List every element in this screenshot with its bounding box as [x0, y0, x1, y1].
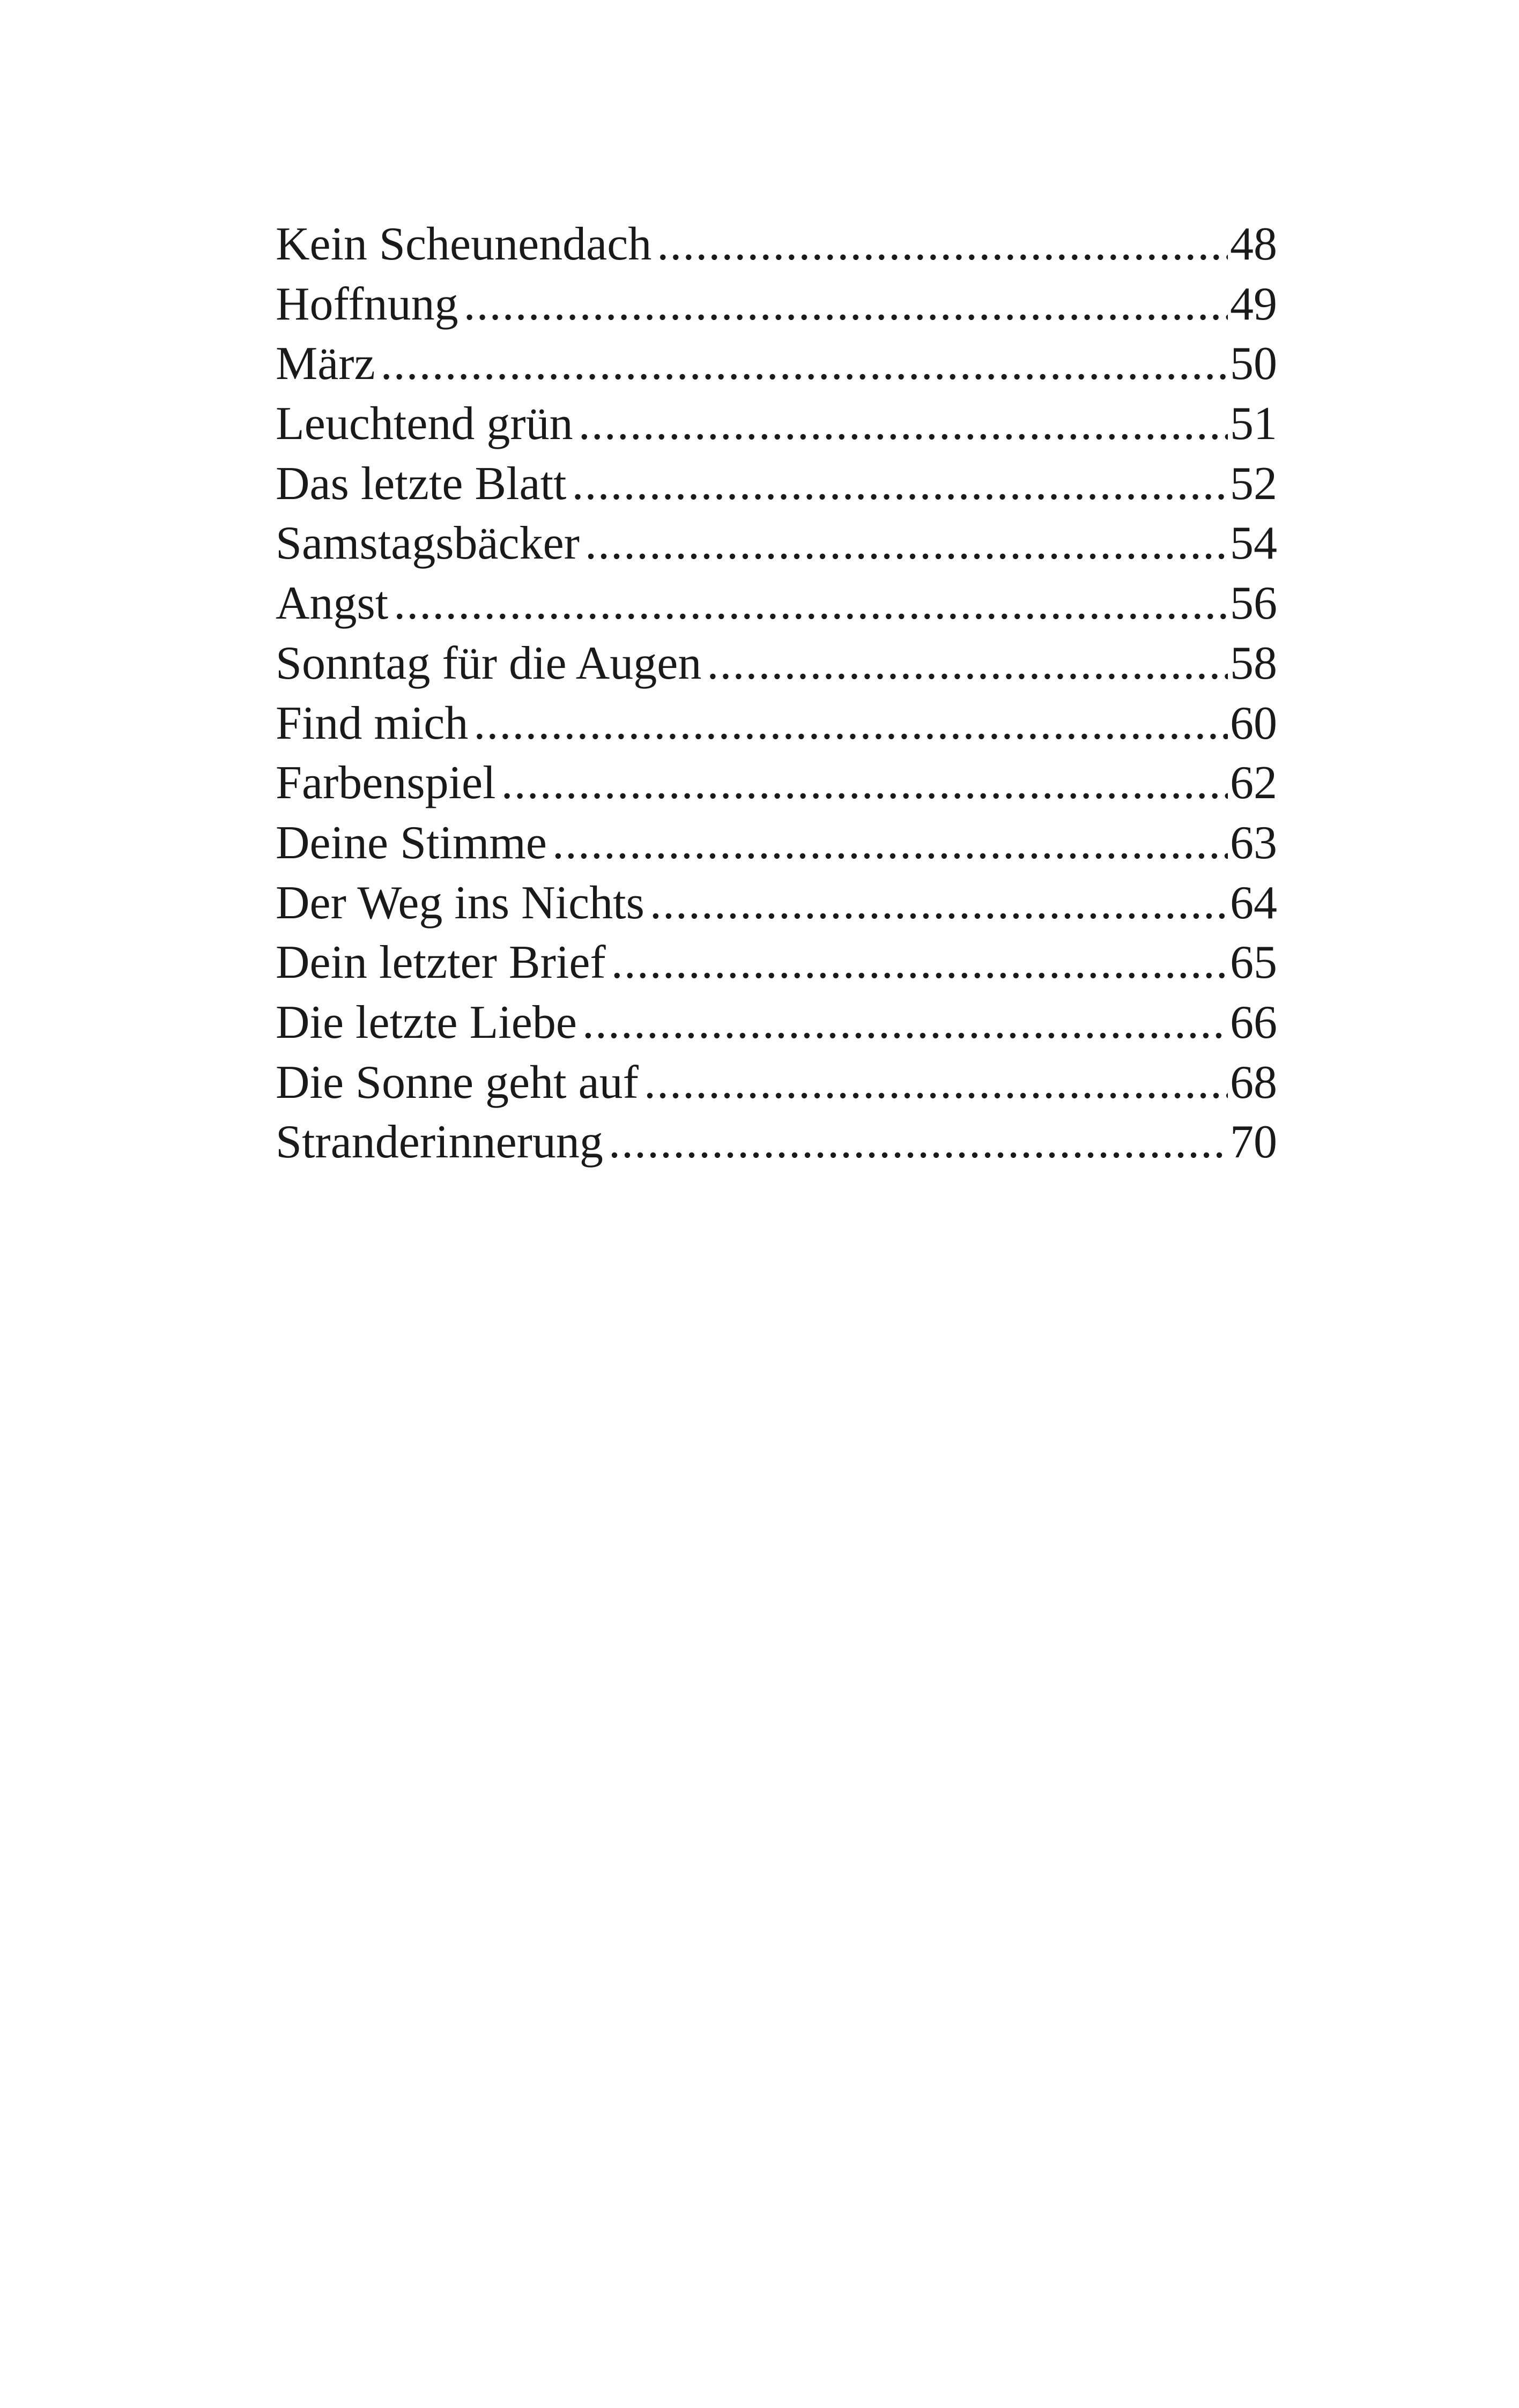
table-of-contents	[276, 214, 1277, 1172]
toc-entry	[276, 694, 1277, 754]
toc-entry-page: 63	[1230, 816, 1277, 869]
toc-entry-page: 66	[1230, 996, 1277, 1049]
toc-entry-page: 64	[1230, 876, 1277, 929]
toc-dot-leader	[572, 454, 1228, 514]
toc-entry-title: Samstagsbäcker	[276, 517, 580, 570]
toc-entry	[276, 274, 1277, 335]
toc-dot-leader	[552, 813, 1228, 873]
toc-entry	[276, 753, 1277, 813]
toc-entry-page: 49	[1230, 278, 1277, 330]
toc-entry-page: 51	[1230, 398, 1277, 450]
toc-entry-title: Angst	[276, 577, 389, 630]
toc-entry-page: 52	[1230, 457, 1277, 510]
toc-entry-page: 60	[1230, 697, 1277, 749]
toc-dot-leader	[644, 1053, 1228, 1113]
toc-entry-title: Deine Stimme	[276, 816, 547, 869]
toc-dot-leader	[473, 694, 1228, 754]
toc-entry-page: 68	[1230, 1056, 1277, 1109]
toc-entry	[276, 514, 1277, 574]
toc-entry	[276, 993, 1277, 1053]
toc-entry-page: 58	[1230, 637, 1277, 689]
toc-entry	[276, 574, 1277, 634]
toc-entry	[276, 394, 1277, 454]
toc-dot-leader	[609, 1112, 1228, 1172]
toc-entry-page: 65	[1230, 937, 1277, 989]
toc-entry-page: 54	[1230, 517, 1277, 570]
toc-entry-title: Der Weg ins Nichts	[276, 876, 644, 929]
toc-entry	[276, 933, 1277, 993]
toc-dot-leader	[585, 514, 1228, 574]
toc-entry-title: Kein Scheunendach	[276, 218, 652, 270]
toc-dot-leader	[707, 634, 1228, 694]
toc-entry-title: Stranderinnerung	[276, 1116, 603, 1169]
toc-dot-leader	[611, 933, 1228, 993]
toc-entry-page: 50	[1230, 338, 1277, 390]
toc-entry-title: März	[276, 338, 375, 390]
toc-entry-page: 56	[1230, 577, 1277, 630]
toc-dot-leader	[579, 394, 1228, 454]
toc-entry-title: Find mich	[276, 697, 469, 749]
toc-entry	[276, 1053, 1277, 1113]
toc-entry-title: Leuchtend grün	[276, 398, 573, 450]
toc-entry-title: Hoffnung	[276, 278, 458, 330]
toc-entry-title: Farbenspiel	[276, 757, 496, 809]
toc-entry-title: Sonntag für die Augen	[276, 637, 702, 689]
toc-entry-title: Die Sonne geht auf	[276, 1056, 639, 1109]
toc-entry	[276, 1112, 1277, 1172]
toc-entry	[276, 334, 1277, 394]
toc-entry	[276, 214, 1277, 274]
toc-entry-title: Dein letzter Brief	[276, 937, 606, 989]
toc-entry-title: Das letzte Blatt	[276, 457, 567, 510]
toc-dot-leader	[394, 574, 1228, 634]
toc-entry-title: Die letzte Liebe	[276, 996, 577, 1049]
toc-entry-page: 70	[1230, 1116, 1277, 1169]
toc-dot-leader	[381, 334, 1228, 394]
toc-dot-leader	[650, 873, 1228, 933]
toc-entry	[276, 634, 1277, 694]
toc-entry	[276, 873, 1277, 933]
toc-dot-leader	[657, 214, 1228, 274]
toc-dot-leader	[582, 993, 1228, 1053]
toc-entry	[276, 454, 1277, 514]
toc-dot-leader	[464, 274, 1228, 335]
toc-entry	[276, 813, 1277, 873]
toc-entry-page: 62	[1230, 757, 1277, 809]
toc-dot-leader	[501, 753, 1228, 813]
toc-entry-page: 48	[1230, 218, 1277, 270]
